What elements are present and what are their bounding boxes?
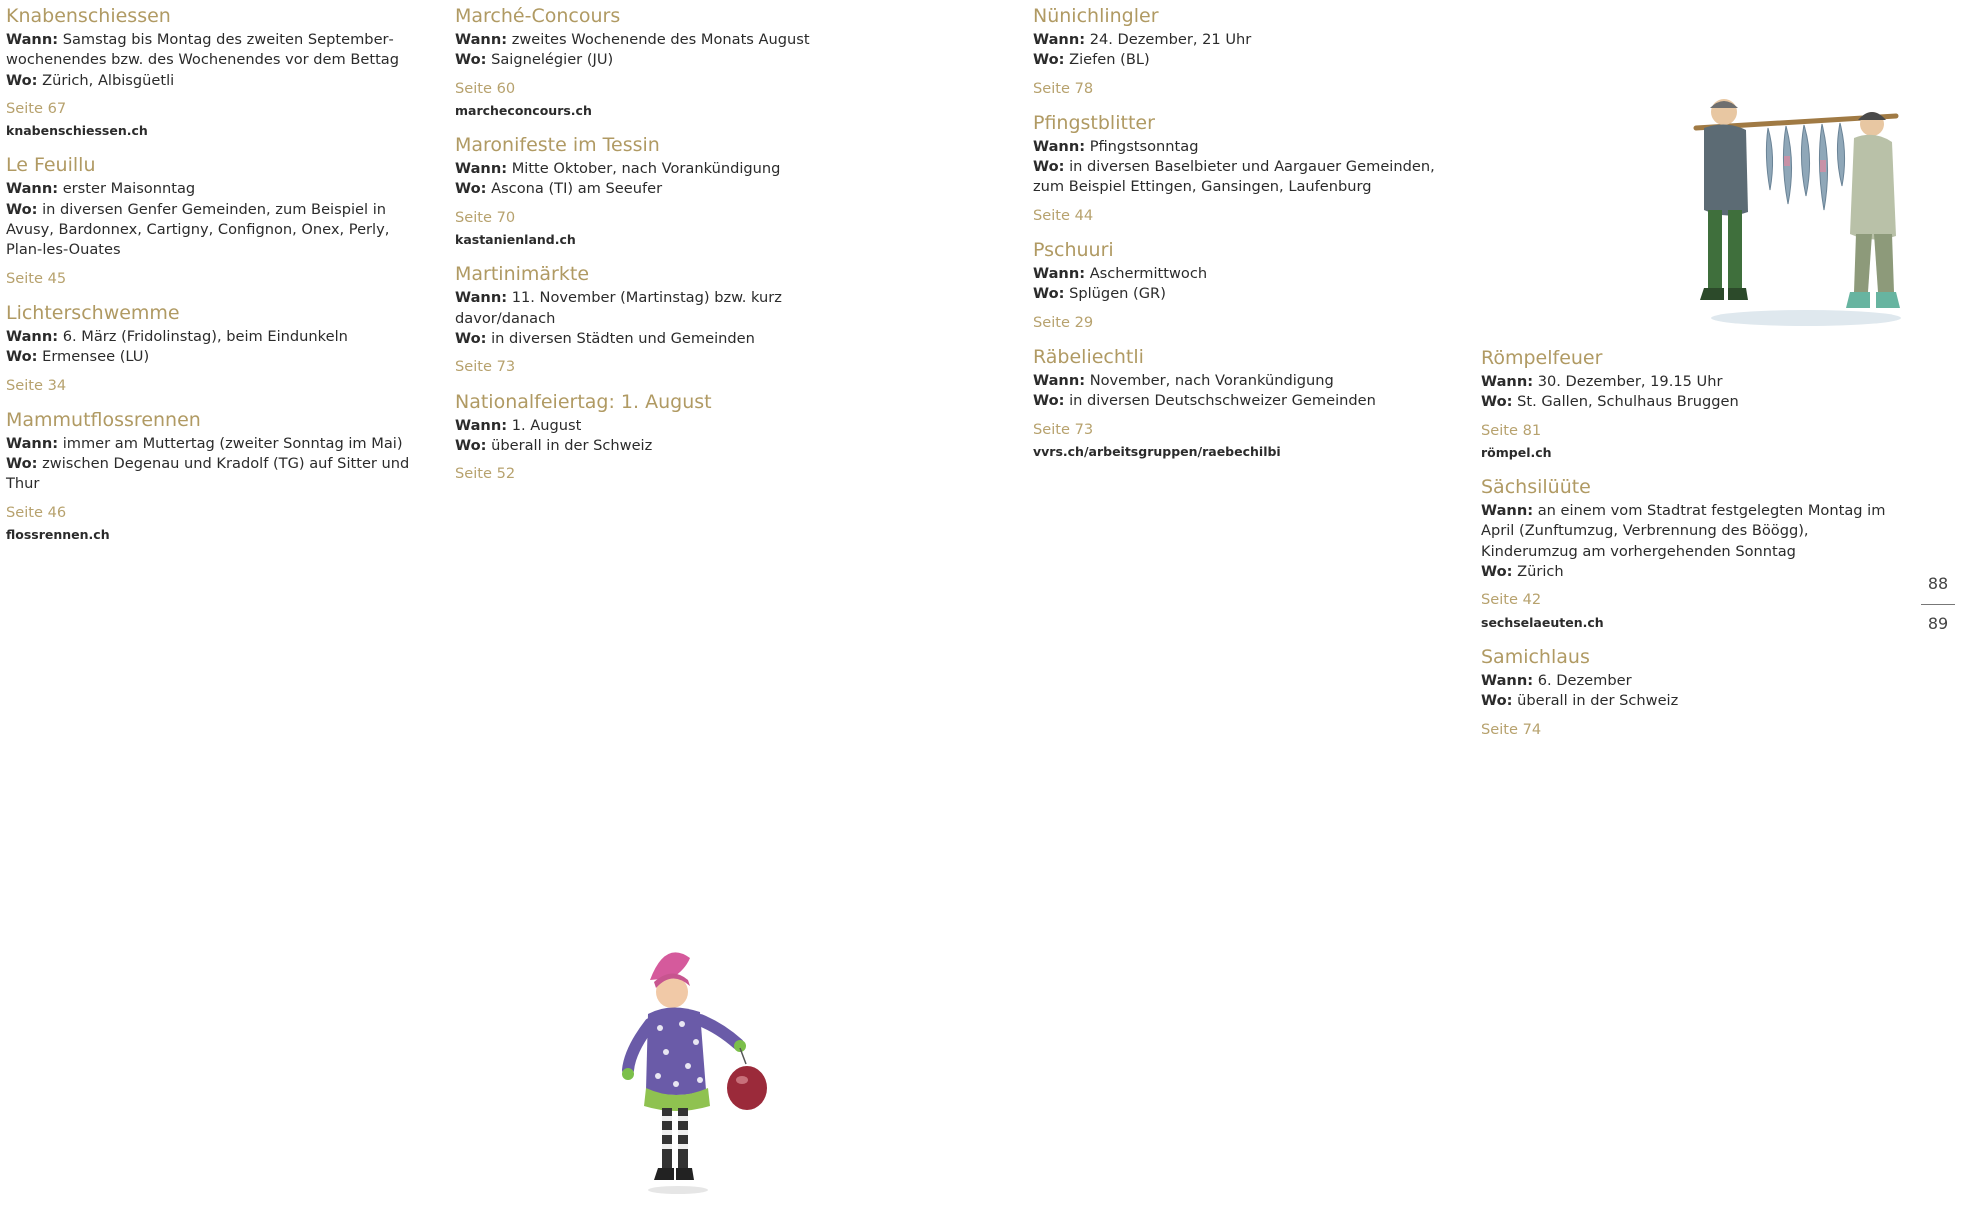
entry-when (1033, 30, 1453, 50)
when-value: 24. Dezember, 21 Uhr (1089, 31, 1252, 48)
where-label: Wo: (1481, 563, 1513, 581)
entry-title: Nationalfeiertag: 1. August (455, 390, 712, 413)
entry-where (455, 436, 875, 456)
when-value: Pfingstsonntag (1089, 137, 1199, 155)
website-link[interactable]: flossrennen.ch (6, 527, 110, 543)
where-value: in diversen Baselbieter und Aargauer Gemeinden, zum Beispiel Ettingen, Gansingen, Laufenburg (1033, 158, 1435, 196)
entry-body (1481, 590, 1901, 610)
entry-body (6, 99, 426, 119)
page-reference: Seite 45 (6, 269, 67, 287)
where-value: Ascona (TI) am Seeufer (491, 180, 663, 198)
where-value: Saignelégier (JU) (491, 51, 614, 69)
where-value: zwischen Degenau und Kradolf (TG) auf Sitter und Thur (6, 455, 410, 493)
entry-title: Pfingstblitter (1033, 111, 1155, 134)
where-value: Ziefen (BL) (1069, 51, 1150, 69)
where-value: St. Gallen, Schulhaus Bruggen (1517, 393, 1739, 411)
entry-when (6, 30, 426, 71)
where-label: Wo: (6, 200, 38, 218)
when-label: Wann: (6, 327, 59, 345)
entry-where (1033, 284, 1453, 304)
entry-title: Nünichlingler (1033, 5, 1159, 27)
when-label: Wann: (1481, 502, 1534, 520)
entry-body (6, 376, 426, 396)
when-label: Wann: (1033, 31, 1086, 48)
where-label: Wo: (1481, 692, 1513, 710)
entry-martinimarkte (455, 262, 875, 377)
when-value: Aschermittwoch (1089, 265, 1208, 283)
where-value: Zürich, Albisgüetli (42, 71, 175, 89)
entry-when (1033, 264, 1453, 284)
entry-nunichlingler (1033, 4, 1453, 99)
entry-marche-concours (455, 4, 875, 121)
entry-body (6, 503, 426, 523)
entry-when (455, 30, 875, 50)
website-link[interactable]: kastanienland.ch (455, 232, 576, 248)
where-label: Wo: (6, 455, 38, 473)
when-value: erster Maisonntag (62, 180, 196, 198)
entry-where (455, 179, 875, 199)
page-number-right: 89 (1927, 614, 1949, 633)
website-link[interactable]: sechselaeuten.ch (1481, 614, 1604, 630)
where-value: überall in der Schweiz (491, 436, 653, 454)
page-number-left: 88 (1927, 574, 1949, 593)
entry-pfingstblitter (1033, 111, 1453, 226)
entry-where (6, 200, 426, 261)
page-reference: Seite 60 (455, 79, 516, 97)
when-label: Wann: (1033, 137, 1086, 155)
page-reference: Seite 70 (455, 208, 516, 226)
entry-when (6, 327, 426, 347)
where-value: überall in der Schweiz (1517, 692, 1679, 710)
when-value: 6. März (Fridolinstag), beim Eindunkeln (62, 327, 348, 345)
where-label: Wo: (6, 71, 38, 89)
entry-where (1033, 391, 1453, 411)
entry-body (1481, 720, 1901, 740)
where-value: Zürich (1517, 563, 1564, 581)
where-value: in diversen Städten und Gemeinden (491, 329, 755, 347)
where-label: Wo: (1033, 158, 1065, 176)
entry-where (6, 71, 426, 91)
entry-title: Samichlaus (1481, 645, 1590, 668)
when-value: Samstag bis Montag des zweiten Septemberwochenendes bzw. des Wochenendes vor dem Bettag (6, 31, 400, 69)
entry-where (1481, 562, 1901, 582)
entry-sachsiluute (1481, 475, 1901, 633)
entry-when (1481, 372, 1901, 392)
entry-title: Räbeliechtli (1033, 345, 1144, 368)
entry-title: Sächsilüüte (1481, 476, 1591, 499)
when-label: Wann: (6, 434, 59, 452)
page-reference: Seite 73 (1033, 420, 1094, 438)
website-link[interactable]: knabenschiessen.ch (6, 123, 148, 139)
page-reference: Seite 74 (1481, 720, 1542, 738)
entry-title: Pschuuri (1033, 239, 1114, 262)
entry-when (1033, 371, 1453, 391)
entry-when (455, 159, 875, 179)
page-reference: Seite 44 (1033, 206, 1094, 224)
where-label: Wo: (455, 51, 487, 69)
entry-body (1033, 79, 1453, 99)
entry-title: Lichterschwemme (6, 301, 180, 324)
when-value: 6. Dezember (1537, 671, 1632, 689)
where-label: Wo: (455, 180, 487, 198)
entry-title: Marché-Concours (455, 5, 621, 27)
entry-title: Martinimärkte (455, 263, 590, 286)
when-value: 30. Dezember, 19.15 Uhr (1537, 373, 1723, 390)
column-3 (1033, 4, 1453, 474)
website-link[interactable]: römpel.ch (1481, 444, 1552, 460)
entry-maronifeste-im-tessin (455, 133, 875, 250)
column-1 (6, 4, 426, 557)
entry-when (1481, 501, 1901, 562)
entry-where (1481, 691, 1901, 711)
when-label: Wann: (455, 160, 508, 178)
entry-title: Knabenschiessen (6, 5, 171, 27)
column-4 (1481, 346, 1901, 752)
page-reference: Seite 67 (6, 99, 67, 117)
page-reference: Seite 29 (1033, 313, 1094, 331)
entry-body (455, 79, 875, 99)
entry-body (1481, 421, 1901, 441)
when-value: 1. August (511, 416, 582, 434)
where-value: Ermensee (LU) (42, 348, 150, 366)
where-label: Wo: (1033, 51, 1065, 69)
page-reference: Seite 52 (455, 465, 516, 483)
when-label: Wann: (1481, 373, 1534, 390)
where-label: Wo: (1481, 393, 1513, 411)
page-reference: Seite 73 (455, 358, 516, 376)
when-value: Mitte Oktober, nach Vorankündigung (511, 160, 781, 178)
entry-when (6, 179, 426, 199)
when-value: 11. November (Martinstag) bzw. kurz davor/danach (455, 289, 782, 327)
entry-mammutflossrennen (6, 408, 426, 545)
entry-when (455, 416, 875, 436)
page-reference: Seite 78 (1033, 79, 1094, 97)
entry-knabenschiessen (6, 4, 426, 141)
when-value: zweites Wochenende des Monats August (511, 31, 810, 48)
page-number-divider (1921, 604, 1955, 605)
entry-body (1033, 206, 1453, 226)
entry-body (455, 357, 875, 377)
where-label: Wo: (455, 436, 487, 454)
entry-body (455, 208, 875, 228)
fishermen-illustration (1686, 86, 1916, 331)
entry-rompelfeuer (1481, 346, 1901, 463)
when-label: Wann: (1033, 265, 1086, 283)
entry-rabeliechtli (1033, 345, 1453, 462)
entry-lichterschwemme (6, 301, 426, 396)
where-value: in diversen Deutschschweizer Gemeinden (1069, 392, 1376, 410)
where-value: in diversen Genfer Gemeinden, zum Beispiel in Avusy, Bardonnex, Cartigny, Confignon, Onex, Perly, Plan-les-Ouates (6, 200, 390, 259)
page-reference: Seite 46 (6, 503, 67, 521)
entry-where (6, 454, 426, 495)
entry-pschuuri (1033, 238, 1453, 333)
where-value: Splügen (GR) (1069, 285, 1166, 303)
entry-title: Maronifeste im Tessin (455, 134, 660, 157)
entry-title: Le Feuillu (6, 154, 96, 177)
where-label: Wo: (1033, 285, 1065, 303)
when-label: Wann: (455, 31, 508, 48)
entry-le-feuillu (6, 153, 426, 288)
where-label: Wo: (1033, 392, 1065, 410)
entry-where (1033, 157, 1453, 198)
when-label: Wann: (1033, 371, 1086, 389)
entry-where (455, 329, 875, 349)
entry-when (455, 288, 875, 329)
entry-body (1033, 420, 1453, 440)
page-reference: Seite 34 (6, 376, 67, 394)
entry-where (455, 50, 875, 70)
when-label: Wann: (6, 31, 59, 48)
when-label: Wann: (455, 416, 508, 434)
where-label: Wo: (6, 348, 38, 366)
entry-nationalfeiertag-1-august (455, 390, 875, 485)
entry-where (1033, 50, 1453, 70)
when-label: Wann: (1481, 671, 1534, 689)
website-link[interactable]: vvrs.ch/arbeitsgruppen/raebechilbi (1033, 443, 1281, 459)
when-value: an einem vom Stadtrat festgelegten Montag im April (Zunftumzug, Verbrennung des Böögg), Kinderumzug am vorhergehenden Sonntag (1481, 502, 1886, 560)
entry-title: Mammutflossrennen (6, 408, 201, 431)
when-value: November, nach Vorankündigung (1089, 371, 1334, 389)
when-label: Wann: (6, 180, 59, 198)
when-label: Wann: (455, 289, 508, 307)
entry-body (6, 269, 426, 289)
website-link[interactable]: marcheconcours.ch (455, 102, 592, 118)
column-2 (455, 4, 875, 496)
entry-samichlaus (1481, 645, 1901, 740)
entry-where (1481, 392, 1901, 412)
page-reference: Seite 81 (1481, 421, 1542, 439)
entry-when (1033, 137, 1453, 157)
entry-body (1033, 313, 1453, 333)
when-value: immer am Muttertag (zweiter Sonntag im Mai) (62, 434, 403, 452)
entry-body (455, 464, 875, 484)
where-label: Wo: (455, 329, 487, 347)
entry-title: Römpelfeuer (1481, 347, 1603, 369)
girl-with-lantern-illustration (610, 940, 780, 1195)
page-reference: Seite 42 (1481, 591, 1542, 609)
entry-where (6, 347, 426, 367)
entry-when (1481, 671, 1901, 691)
entry-when (6, 434, 426, 454)
